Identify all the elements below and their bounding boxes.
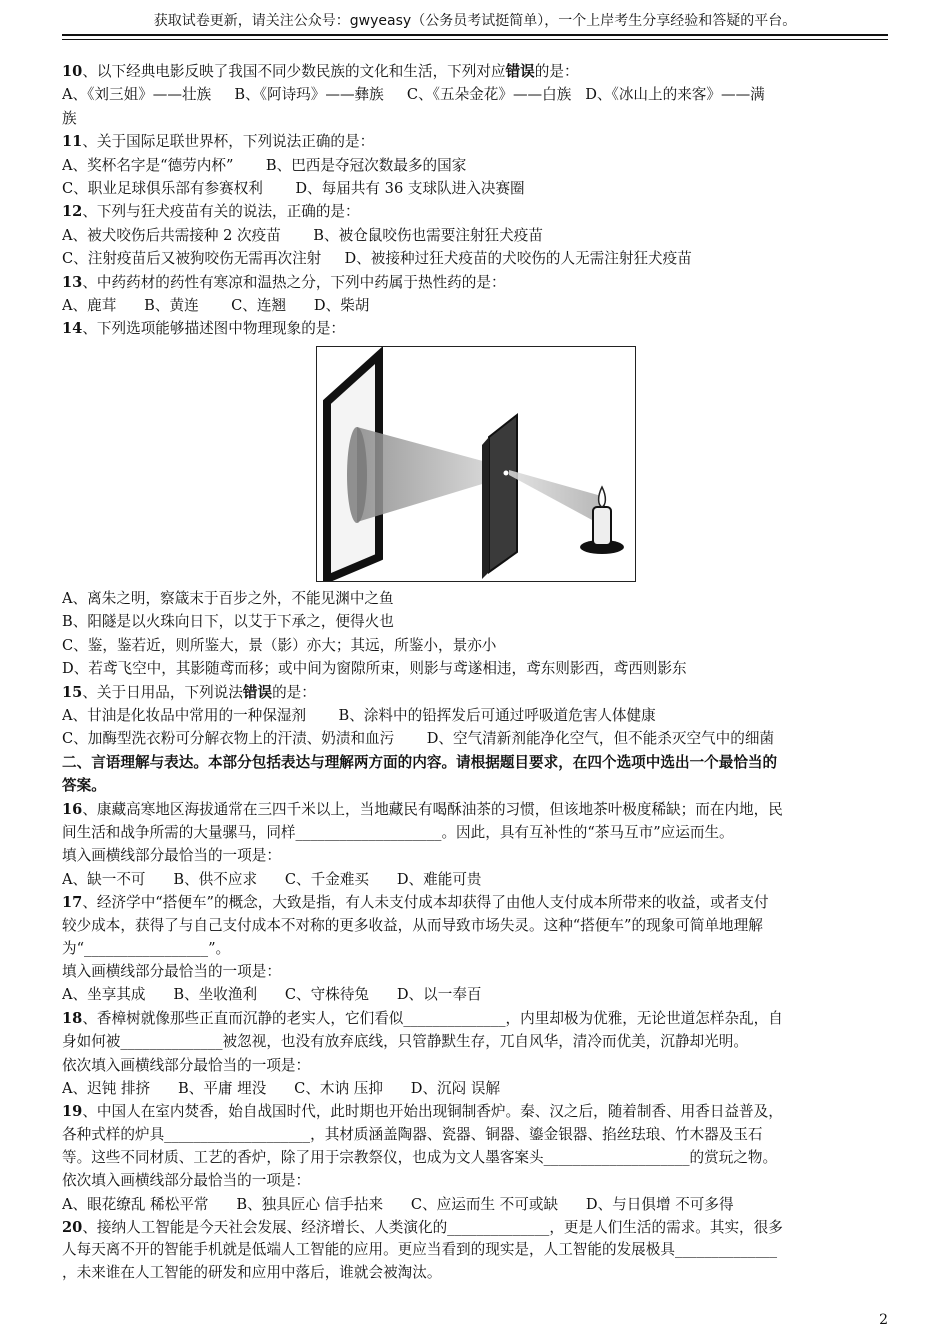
question-12-options-cd: C、注射疫苗后又被狗咬伤无需再次注射 D、被接种过狂犬疫苗的犬咬伤的人无需注射狂犬疫苗: [62, 250, 692, 268]
question-19-stem: 19、中国人在室内焚香，始自战国时代，此时期也开始出现铜制香炉。秦、汉之后，随着制香、用香日益普及，: [62, 1103, 783, 1121]
question-15-stem: 15、关于日用品，下列说法错误的是：: [62, 683, 316, 701]
question-17-stem: 17、经济学中“搭便车”的概念，大致是指，有人未支付成本却获得了由他人支付成本所带来的收益，或者支付: [62, 894, 769, 912]
light-beam-right: [509, 470, 605, 527]
question-15-options-cd: C、加酶型洗衣粉可分解衣物上的汗渍、奶渍和血污 D、空气清新剂能净化空气，但不能杀灭空气中的细菌: [62, 730, 775, 748]
header-rule-thick: [62, 34, 888, 36]
candle: [593, 507, 611, 545]
question-16-stem: 16、康藏高寒地区海拔通常在三四千米以上，当地藏民有喝酥油茶的习惯，但该地茶叶极度稀缺；而在内地，民: [62, 800, 783, 818]
question-14-option-c: C、鉴，鉴若近，则所鉴大，景（影）亦大；其远，所鉴小，景亦小: [62, 636, 497, 654]
pinhole-board: [489, 415, 517, 572]
question-17-prompt: 填入画横线部分最恰当的一项是：: [62, 962, 281, 980]
question-18-options: A、迟钝 排挤 B、平庸 埋没 C、木讷 压抑 D、沉闷 误解: [62, 1080, 501, 1097]
question-17-options: A、坐享其成 B、坐收渔利 C、守株待兔 D、以一奉百: [62, 986, 482, 1004]
question-12-options-ab: A、被犬咬伤后共需接种 2 次疫苗 B、被仓鼠咬伤也需要注射狂犬疫苗: [62, 226, 543, 244]
question-13-stem: 13、中药药材的药性有寒凉和温热之分，下列中药属于热性药的是：: [62, 273, 506, 291]
question-11-stem: 11、关于国际足联世界杯，下列说法正确的是：: [62, 133, 375, 151]
question-16-options: A、缺一不可 B、供不应求 C、千金难买 D、难能可贵: [62, 870, 482, 888]
question-16-stem-cont: 间生活和战争所需的大量骡马，同样____________________。因此，具有互补性的“茶马互市”应运而生。: [62, 823, 734, 841]
pinhole-figure-drawing: [317, 347, 635, 581]
question-14-option-b: B、阳隧是以火珠向日下，以艾于下承之，便得火也: [62, 613, 394, 631]
question-10-options-cont: 族: [62, 109, 77, 127]
question-13-options: A、鹿茸 B、黄连 C、连翘 D、柴胡: [62, 297, 370, 315]
question-14-option-a: A、离朱之明，察箴末于百步之外，不能见渊中之鱼: [62, 589, 394, 607]
question-17-stem-cont-2: 为“_________________”。: [62, 939, 231, 957]
section-2-heading: 二、言语理解与表达。本部分包括表达与理解两方面的内容。请根据题目要求，在四个选项中选出一个最恰当的: [62, 753, 778, 771]
question-11-options-cd: C、职业足球俱乐部有参赛权利 D、每届共有 36 支球队进入决赛圈: [62, 180, 525, 198]
question-19-options: A、眼花缭乱 稀松平常 B、独具匠心 信手拈来 C、应运而生 不可或缺 D、与日俱增 不可多得: [62, 1195, 734, 1213]
question-19-stem-cont-2: 等。这些不同材质、工艺的香炉，除了用于宗教祭仪，也成为文人墨客案头____________________的赏玩之物。: [62, 1148, 778, 1166]
question-10-options: A、《刘三姐》——壮族 B、《阿诗玛》——彝族 C、《五朵金花》——白族 D、《冰山上的来客》——满: [62, 86, 765, 104]
question-20-stem-cont: 人每天离不开的智能手机就是低端人工智能的应用。更应当看到的现实是，人工智能的发展极具______________: [62, 1241, 778, 1259]
question-14-stem: 14、下列选项能够描述图中物理现象的是：: [62, 320, 346, 338]
question-11-options-ab: A、奖杯名字是“德劳内杯” B、巴西是夺冠次数最多的国家: [62, 156, 467, 174]
section-2-heading-cont: 答案。: [62, 777, 106, 795]
question-18-stem-cont: 身如何被______________被忽视，也没有放弃底线，只管静默生存，兀自风华，清冷而优美，沉静却光明。: [62, 1033, 748, 1051]
header-notice: 获取试卷更新，请关注公众号：gwyeasy（公务员考试挺简单），一个上岸考生分享经验和答疑的平台。: [153, 13, 797, 29]
question-14-option-d: D、若鸢飞空中，其影随鸢而移；或中间为窗隙所束，则影与鸢遂相违，鸢东则影西，鸢西则影东: [62, 660, 687, 678]
pinhole-imaging-figure: [316, 346, 636, 582]
inverted-image: [347, 427, 367, 523]
question-19-prompt: 依次填入画横线部分最恰当的一项是：: [62, 1172, 311, 1190]
question-19-stem-cont: 各种式样的炉具____________________，其材质涵盖陶器、瓷器、铜器、鎏金银器、掐丝珐琅、竹木器及玉石: [62, 1125, 763, 1143]
page-number: 2: [879, 1312, 888, 1328]
header-rule-thin: [62, 39, 888, 40]
question-16-prompt: 填入画横线部分最恰当的一项是：: [62, 847, 281, 865]
question-18-prompt: 依次填入画横线部分最恰当的一项是：: [62, 1056, 311, 1074]
pinhole-board-edge: [482, 437, 489, 579]
candle-flame: [599, 487, 606, 507]
pinhole: [504, 470, 509, 475]
question-18-stem: 18、香樟树就像那些正直而沉静的老实人，它们看似______________，内里却极为优雅，无论世道怎样杂乱，自: [62, 1009, 783, 1027]
document-body: [62, 60, 888, 1285]
question-20-stem-cont-2: ，未来谁在人工智能的研发和应用中落后，谁就会被淘汰。: [62, 1264, 442, 1282]
question-10-stem: 10、以下经典电影反映了我国不同少数民族的文化和生活，下列对应错误的是：: [62, 63, 579, 80]
question-20-stem: 20、接纳人工智能是今天社会发展、经济增长、人类演化的______________，更是人们生活的需求。其实，很多: [62, 1219, 783, 1237]
question-12-stem: 12、下列与狂犬疫苗有关的说法，正确的是：: [62, 203, 360, 221]
question-15-options-ab: A、甘油是化妆品中常用的一种保湿剂 B、涂料中的铅挥发后可通过呼吸道危害人体健康: [62, 706, 656, 724]
question-17-stem-cont: 较少成本，获得了与自己支付成本不对称的更多收益，从而导致市场失灵。这种“搭便车”的现象可简单地理解: [62, 916, 763, 934]
